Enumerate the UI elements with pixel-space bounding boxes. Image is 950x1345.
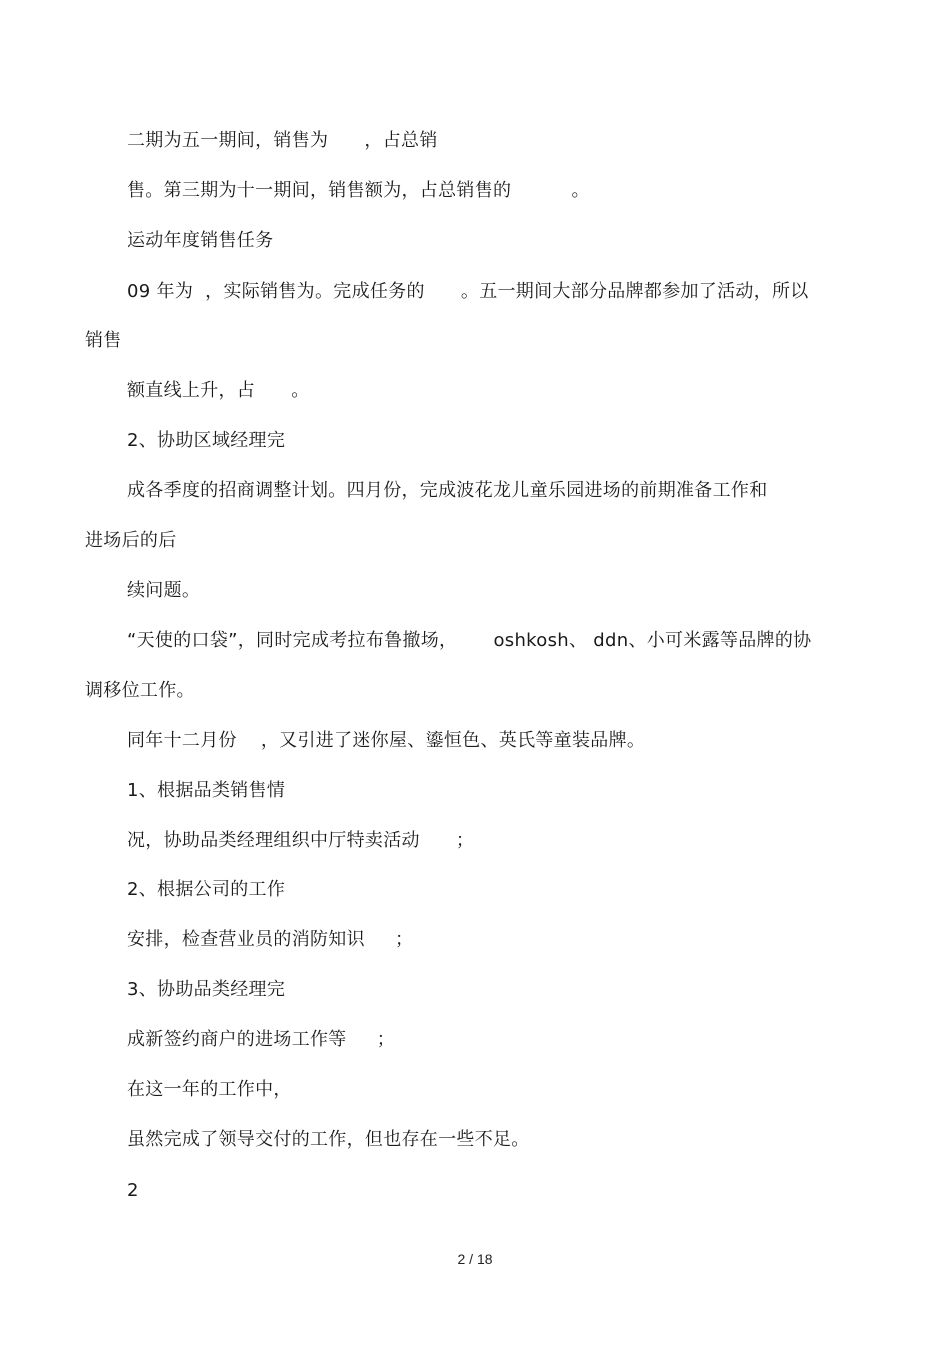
page-number: 2 / 18 xyxy=(457,1251,493,1267)
text-line: 运动年度销售任务 xyxy=(127,230,274,251)
text-line: 同年十二月份 ，又引进了迷你屋、鎏恒色、英氏等童装品牌。 xyxy=(127,730,646,751)
text-line: 3、协助品类经理完 xyxy=(127,979,286,1000)
text-line: 成新签约商户的进场工作等 ； xyxy=(127,1029,396,1050)
text-line: 况，协助品类经理组织中厅特卖活动 ； xyxy=(127,830,475,851)
text-line: 二期为五一期间，销售为 ，占总销 xyxy=(127,130,438,151)
text-line: 续问题。 xyxy=(127,580,201,601)
text-line: “天使的口袋”，同时完成考拉布鲁撤场， oshkosh、 ddn、小可米露等品牌的协 xyxy=(127,630,812,651)
text-line: 售。第三期为十一期间，销售额为，占总销售的 。 xyxy=(127,180,590,201)
text-line: 2、根据公司的工作 xyxy=(127,879,286,900)
text-line: 虽然完成了领导交付的工作，但也存在一些不足。 xyxy=(127,1129,530,1150)
text-line: 销售 xyxy=(85,330,122,351)
text-line: 09 年为 ，实际销售为。完成任务的 。五一期间大部分品牌都参加了活动，所以 xyxy=(127,281,809,302)
text-line: 调移位工作。 xyxy=(85,680,195,701)
text-line: 进场后的后 xyxy=(85,530,177,551)
text-line: 在这一年的工作中， xyxy=(127,1079,292,1100)
text-line: 1、根据品类销售情 xyxy=(127,780,286,801)
text-line: 安排，检查营业员的消防知识 ； xyxy=(127,929,414,950)
text-line: 成各季度的招商调整计划。四月份，完成波花龙儿童乐园进场的前期准备工作和 xyxy=(127,480,768,501)
text-line: 2、协助区域经理完 xyxy=(127,430,286,451)
text-line: 2 xyxy=(127,1180,139,1201)
text-line: 额直线上升，占 。 xyxy=(127,380,310,401)
